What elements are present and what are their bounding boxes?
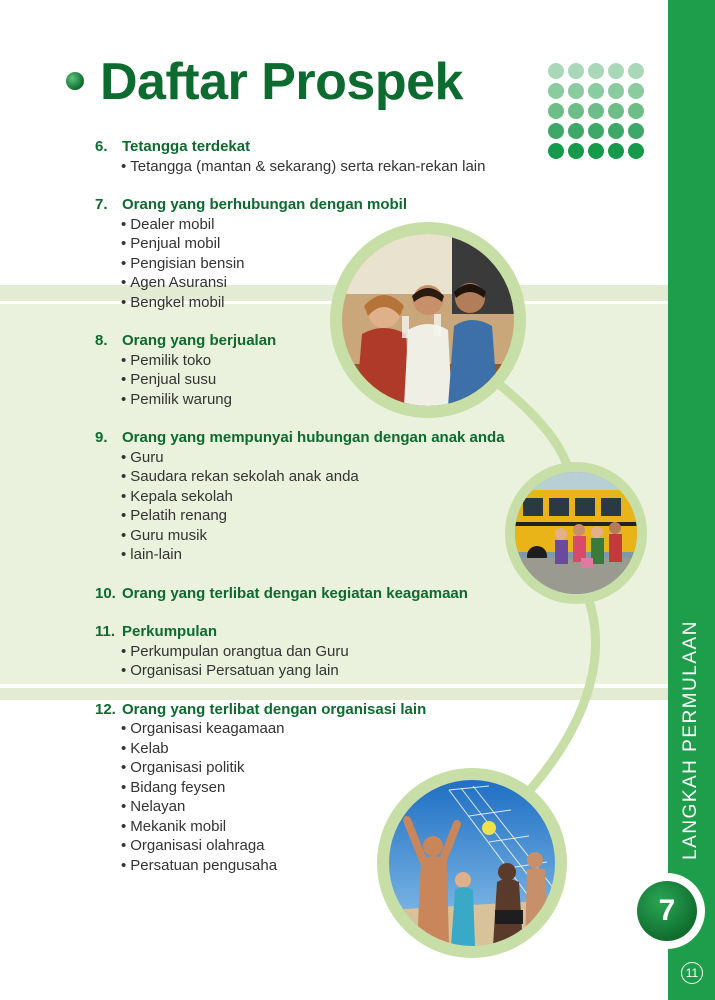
list-item-text: Saudara rekan sekolah anak anda [130, 468, 359, 485]
section-title: Tetangga terdekat [122, 138, 251, 155]
decorative-dot [548, 103, 564, 119]
section-number: 7. [95, 196, 108, 213]
beach-volleyball-photo [377, 768, 567, 958]
bullet-icon: • [121, 507, 127, 524]
section-number: 11. [95, 623, 116, 640]
list-item-text: Organisasi keagamaan [130, 720, 285, 737]
section-title: Perkumpulan [122, 623, 218, 640]
list-item-text: Pelatih renang [130, 507, 228, 524]
bullet-icon: • [121, 448, 127, 466]
decorative-dot [628, 143, 644, 159]
title-bullet-icon [66, 72, 84, 90]
section-number: 12. [95, 700, 116, 718]
decorative-dot [568, 103, 584, 119]
list-section [95, 428, 565, 565]
list-item-text: Bengkel mobil [130, 293, 225, 311]
list-section [95, 622, 565, 681]
bullet-icon: • [121, 254, 127, 272]
list-item-text: Mekanik mobil [130, 817, 227, 835]
bullet-icon: • [121, 235, 127, 252]
list-item [95, 448, 565, 468]
decorative-dot [548, 63, 564, 79]
section-heading [95, 700, 565, 720]
bullet-icon: • [121, 798, 127, 815]
bullet-icon: • [121, 215, 127, 233]
bullet-icon: • [121, 351, 127, 369]
bullet-icon: • [121, 274, 127, 291]
decorative-dot [628, 103, 644, 119]
list-item [95, 487, 565, 507]
list-item-text: Guru musik [130, 526, 207, 544]
list-item [95, 545, 565, 565]
bullet-icon: • [121, 487, 127, 505]
bullet-icon: • [121, 720, 127, 737]
list-item-text: Perkumpulan orangtua dan Guru [130, 642, 349, 660]
bullet-icon: • [121, 817, 127, 835]
section-number: 9. [95, 429, 108, 446]
bullet-icon: • [121, 662, 127, 679]
list-item [95, 661, 565, 681]
list-item-text: Organisasi politik [130, 759, 245, 776]
list-item-text: Pengisian bensin [130, 254, 245, 272]
decorative-dot [588, 63, 604, 79]
friends-toasting-photo [330, 222, 526, 418]
bullet-icon: • [121, 390, 127, 408]
list-item [95, 506, 565, 526]
section-number: 10. [95, 584, 116, 602]
decorative-dot [568, 143, 584, 159]
bullet-icon: • [121, 526, 127, 544]
section-heading [95, 195, 565, 215]
list-item-text: Kepala sekolah [130, 487, 233, 505]
list-item-text: Dealer mobil [130, 215, 215, 233]
page-number: 11 [681, 962, 703, 984]
bullet-icon: • [121, 778, 127, 796]
list-item [95, 467, 565, 487]
decorative-dot [588, 103, 604, 119]
list-item [95, 739, 565, 759]
section-side-label: LANGKAH PERMULAAN [680, 620, 701, 860]
list-section [95, 137, 565, 176]
section-title: Orang yang berjualan [122, 332, 277, 349]
school-bus-children-photo [505, 462, 647, 604]
decorative-dot [568, 83, 584, 99]
section-heading [95, 428, 565, 448]
decorative-dot [608, 143, 624, 159]
section-title: Orang yang mempunyai hubungan dengan anak anda [122, 429, 505, 446]
list-item-text: Organisasi olahraga [130, 837, 265, 854]
bullet-icon: • [121, 371, 127, 388]
decorative-dot [628, 123, 644, 139]
decorative-dot [548, 83, 564, 99]
list-item-text: Penjual mobil [130, 235, 221, 252]
section-heading [95, 584, 565, 604]
list-item-text: Persatuan pengusaha [130, 856, 278, 874]
decorative-dot [608, 83, 624, 99]
decorative-dot [588, 83, 604, 99]
section-number: 8. [95, 332, 108, 349]
list-item-text: Guru [130, 448, 164, 466]
section-number: 6. [95, 138, 108, 155]
list-section [95, 584, 565, 604]
decorative-dot [588, 143, 604, 159]
list-item [95, 157, 565, 177]
decorative-dot [588, 123, 604, 139]
list-item-text: Organisasi Persatuan yang lain [130, 662, 339, 679]
section-title: Orang yang terlibat dengan kegiatan keagamaan [122, 584, 468, 602]
section-title: Orang yang berhubungan dengan mobil [122, 196, 408, 213]
list-item-text: Pemilik toko [130, 351, 212, 369]
decorative-dot [628, 63, 644, 79]
bullet-icon: • [121, 468, 127, 485]
list-item-text: Tetangga (mantan & sekarang) serta rekan-rekan lain [130, 157, 486, 175]
bullet-icon: • [121, 157, 127, 175]
list-item-text: lain-lain [130, 546, 182, 563]
bullet-icon: • [121, 837, 127, 854]
decorative-dot [608, 63, 624, 79]
decorative-dot [608, 123, 624, 139]
list-item [95, 526, 565, 546]
list-item-text: Nelayan [130, 798, 186, 815]
list-item [95, 390, 565, 410]
list-item-text: Bidang feysen [130, 778, 226, 796]
bullet-icon: • [121, 642, 127, 660]
step-number-badge: 7 [637, 881, 697, 941]
list-item-text: Penjual susu [130, 371, 217, 388]
list-item-text: Kelab [130, 739, 169, 757]
bullet-icon: • [121, 856, 127, 874]
page-title: Daftar Prospek [100, 53, 463, 111]
decorative-dot [608, 103, 624, 119]
bullet-icon: • [121, 293, 127, 311]
decorative-dot [568, 123, 584, 139]
section-heading [95, 622, 565, 642]
bullet-icon: • [121, 546, 127, 563]
list-item [95, 642, 565, 662]
section-title: Orang yang terlibat dengan organisasi lain [122, 700, 427, 718]
list-item [95, 215, 565, 235]
bullet-icon: • [121, 759, 127, 776]
bullet-icon: • [121, 739, 127, 757]
list-item-text: Agen Asuransi [130, 274, 227, 291]
list-item [95, 719, 565, 739]
decorative-dot [628, 83, 644, 99]
section-heading [95, 137, 565, 157]
list-item-text: Pemilik warung [130, 390, 232, 408]
decorative-dot [568, 63, 584, 79]
